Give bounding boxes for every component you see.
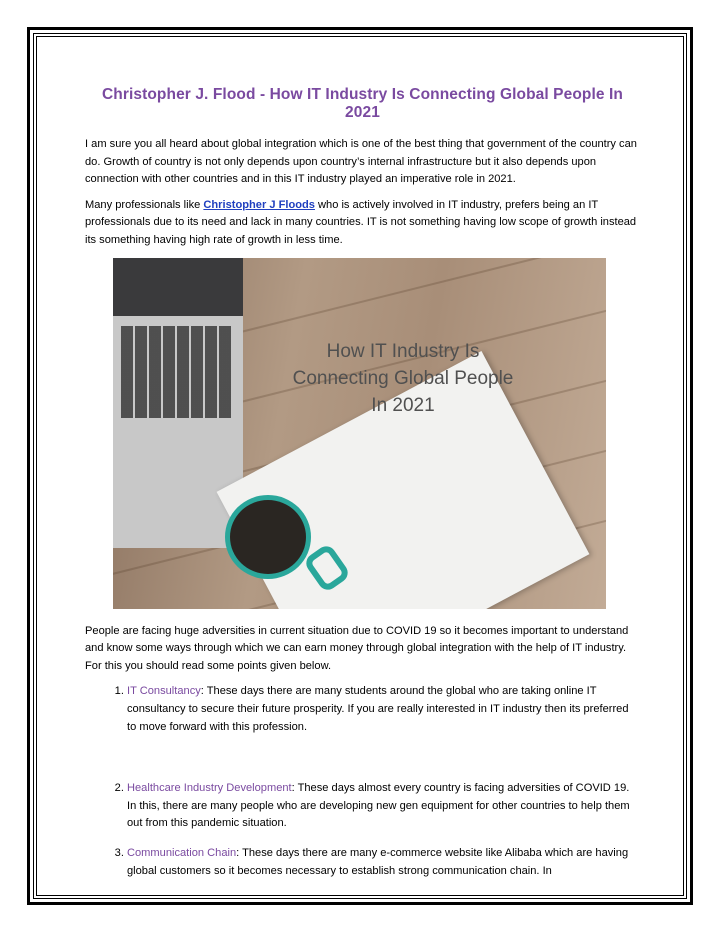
hero-image [113, 258, 606, 609]
points-list [85, 683, 640, 880]
list-item [127, 845, 640, 880]
document-body [85, 86, 640, 880]
list-item-term: IT Consultancy [127, 685, 201, 698]
laptop-keyboard [121, 326, 233, 418]
paragraph-text: who is actively involved in IT industry, prefers being an IT professionals due to its need and lack in many countries. IT is not something having low scope of growth instead its something having high rate of growth in less time. [85, 198, 637, 246]
intro-paragraph: I am sure you all heard about global integration which is one of the best thing that government of the country can do. Growth of country is not only depends upon country’s internal infrastructure but it also depends upon connection with other countries and in this IT industry played an imperative role in 2021. [85, 138, 637, 186]
hero-caption-line: How IT Industry Is [326, 340, 480, 362]
paragraph-text: Many professionals like [85, 198, 204, 211]
hero-caption [273, 338, 533, 419]
second-paragraph [85, 197, 640, 250]
page-title: Christopher J. Flood - How IT Industry Is Connecting Global People In 2021 [101, 86, 623, 121]
list-item-text: : These days there are many students around the global who are taking online IT consultancy to secure their future prosperity. If you are really interested in IT industry then its preferred to move forward with this profession. [127, 685, 629, 733]
laptop-screen [113, 258, 243, 316]
list-item-term: Healthcare Industry Development [127, 782, 292, 795]
hero-caption-line: In 2021 [371, 394, 435, 416]
list-item [127, 780, 640, 833]
hero-caption-line: Connecting Global People [292, 367, 514, 389]
third-paragraph: People are facing huge adversities in current situation due to COVID 19 so it becomes important to understand and know some ways through which we can earn money through global integration with the help of IT industry. For this you should read some points given below. [85, 624, 629, 672]
coffee-surface [230, 500, 306, 574]
list-item [127, 683, 640, 736]
list-item-text: : These days almost every country is facing adversities of COVID 19. In this, there are many people who are developing new gen equipment for other countries to help them out from this pandemic situation. [127, 782, 630, 830]
list-item-text: : These days there are many e-commerce website like Alibaba which are having global customers so it becomes necessary to establish strong communication chain. In [127, 846, 629, 877]
christopher-j-floods-link[interactable]: Christopher J Floods [203, 198, 315, 211]
list-item-term: Communication Chain [127, 846, 237, 859]
